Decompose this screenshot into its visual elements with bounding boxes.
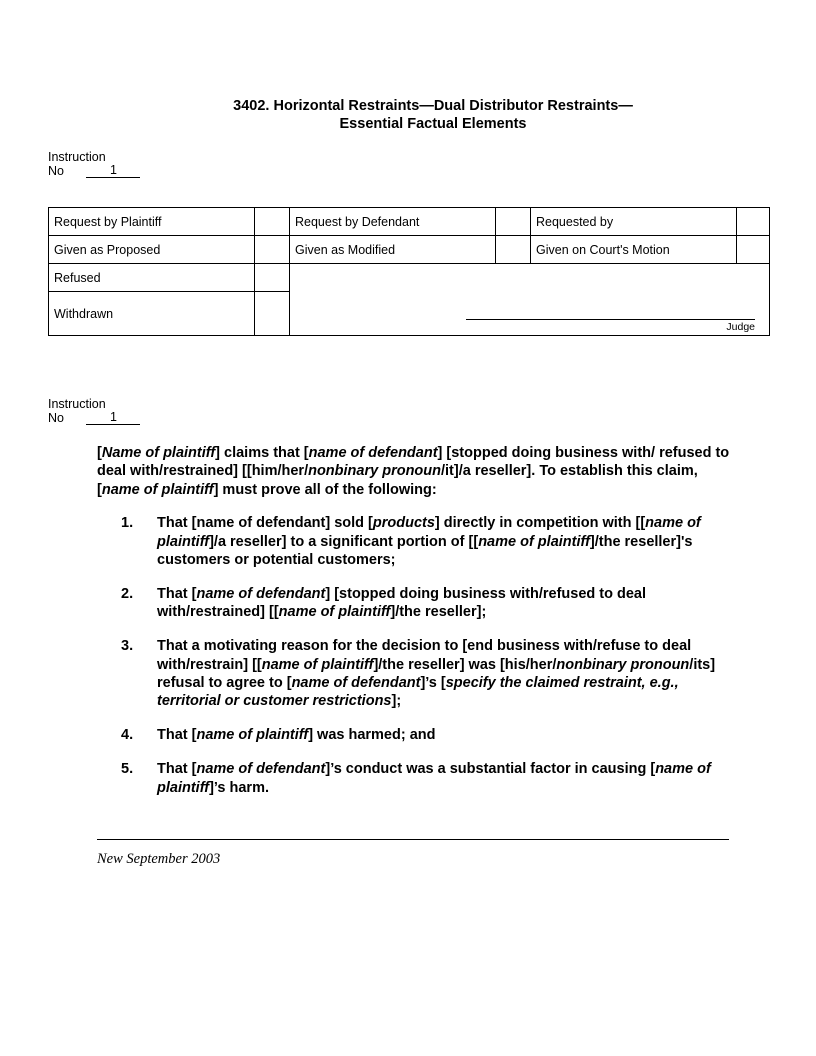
withdrawn-label: Withdrawn <box>49 292 255 336</box>
element-item-1: 1. That [name of defendant] sold [products] directly in competition with [[name of plaintiff]/a reseller] to a significant portion of [[name of plaintiff]/the reseller]'s customers or potential customers; <box>121 515 701 569</box>
intro-paragraph: [Name of plaintiff] claims that [name of defendant] [stopped doing business with/ refused to deal with/restrained] [[him/her/nonbinary pronoun/it]/a reseller]. To establish this claim, [name of plaintiff] must prove all of the following: <box>97 445 730 498</box>
instruction-body <box>97 444 737 813</box>
given-as-modified-label: Given as Modified <box>290 236 496 264</box>
request-by-defendant-label: Request by Defendant <box>290 208 496 236</box>
given-as-modified-checkbox[interactable] <box>496 236 531 264</box>
request-by-plaintiff-checkbox[interactable] <box>255 208 290 236</box>
elements-list <box>97 514 737 797</box>
given-on-courts-motion-label: Given on Court's Motion <box>531 236 737 264</box>
instruction-label-2: Instruction <box>48 397 106 411</box>
instruction-number-block-bottom <box>48 397 140 425</box>
element-item-2: 2. That [name of defendant] [stopped doing business with/refused to deal with/restrained] [[name of plaintiff]/the reseller]; <box>121 585 647 621</box>
element-item-4: 4. That [name of plaintiff] was harmed; and <box>121 727 436 744</box>
footer-divider <box>97 839 729 840</box>
refused-label: Refused <box>49 264 255 292</box>
title-line-1: 3402. Horizontal Restraints—Dual Distributor Restraints— <box>233 98 633 114</box>
request-by-plaintiff-label: Request by Plaintiff <box>49 208 255 236</box>
requested-by-checkbox[interactable] <box>737 208 770 236</box>
instruction-label: Instruction <box>48 150 106 164</box>
element-item-3: 3. That a motivating reason for the decision to [end business with/refuse to deal with/restrain] [[name of plaintiff]/the reseller] was [his/her/nonbinary pronoun/its] refusal to agree to [name of defendant]’s [specify the claimed restraint, e.g., territorial or customer restrictions]; <box>121 638 716 710</box>
instruction-number-field-2[interactable]: 1 <box>86 411 140 425</box>
no-label: No <box>48 164 64 178</box>
judge-label: Judge <box>726 321 755 333</box>
footer-date: New September 2003 <box>97 851 221 867</box>
request-by-defendant-checkbox[interactable] <box>496 208 531 236</box>
request-table <box>48 207 770 336</box>
no-label-2: No <box>48 411 64 425</box>
requested-by-label: Requested by <box>531 208 737 236</box>
instruction-number-block-top <box>48 150 140 178</box>
page-title <box>0 97 816 133</box>
refused-checkbox[interactable] <box>255 264 290 292</box>
instruction-number-field[interactable]: 1 <box>86 164 140 178</box>
judge-signature-area[interactable] <box>290 264 770 336</box>
given-as-proposed-checkbox[interactable] <box>255 236 290 264</box>
element-item-5: 5. That [name of defendant]’s conduct was a substantial factor in causing [name of plaintiff]’s harm. <box>121 761 711 796</box>
given-on-courts-motion-checkbox[interactable] <box>737 236 770 264</box>
judge-signature-line <box>466 319 755 320</box>
title-line-2: Essential Factual Elements <box>339 116 527 132</box>
withdrawn-checkbox[interactable] <box>255 292 290 336</box>
given-as-proposed-label: Given as Proposed <box>49 236 255 264</box>
